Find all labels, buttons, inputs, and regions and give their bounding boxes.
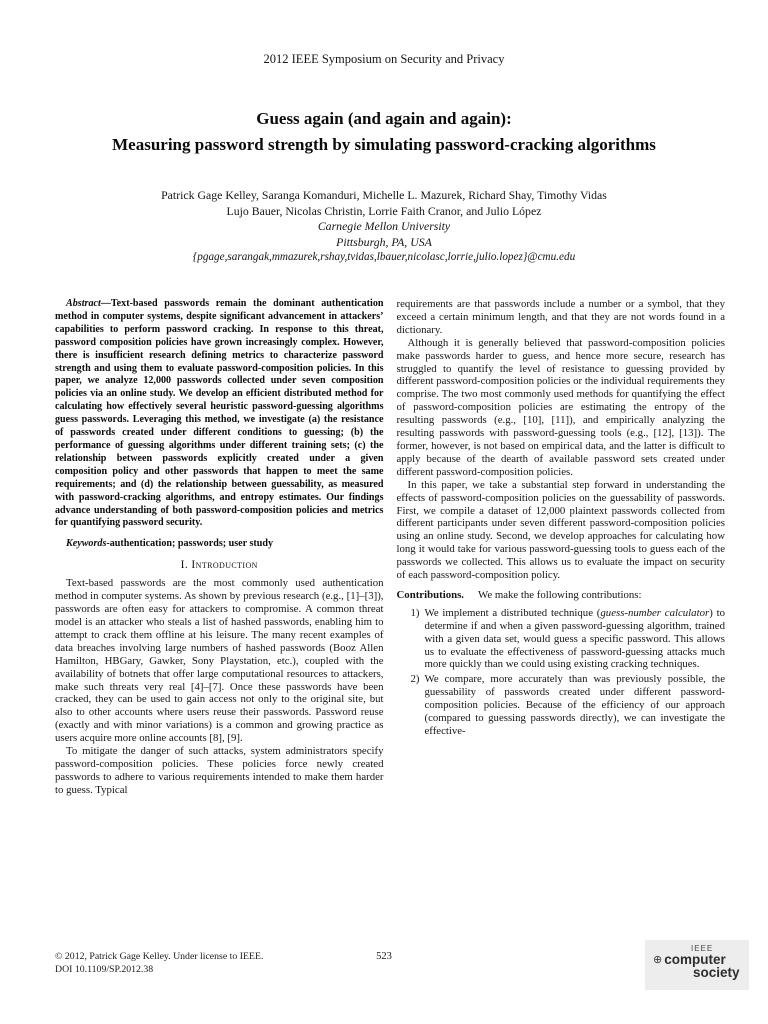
two-column-body xyxy=(55,298,725,948)
list-item-text-italic: guess-number calculator xyxy=(600,606,710,619)
conference-header: 2012 IEEE Symposium on Security and Privacy xyxy=(263,52,505,66)
list-item-text xyxy=(425,673,726,738)
contributions-intro: We make the following contributions: xyxy=(478,588,642,601)
right-column xyxy=(397,298,726,948)
contributions-lead xyxy=(397,589,726,602)
affiliation: Carnegie Mellon University xyxy=(317,219,451,233)
author-emails: {pgage,sarangak,mmazurek,rshay,tvidas,lbauer,nicolasc,lorrie,julio.lopez}@cmu.edu xyxy=(192,251,576,263)
right-paragraph-2: Although it is generally believed that password-composition policies make passwords harder to guess, and hence more secure, research has struggled to quantify the level of resistance to guessing provided by different password-composition policies or the individual requirements they comprise. The two most commonly used methods for quantifying the effect of password-composition policies are estimating the entropy of the resulting passwords (e.g., [10], [11]), and empirically analyzing the resulting passwords with password-guessing tools (e.g., [12], [13]). The former, however, is not based on empirical data, and the latter is difficult to apply because of the dearth of available password sets created under different password-composition policies. xyxy=(396,336,725,478)
page-number: 523 xyxy=(376,951,392,962)
keywords-label: Keywords xyxy=(66,538,107,550)
keywords-line xyxy=(55,538,384,549)
logo-computer-text: computer xyxy=(664,952,726,967)
ieee-wordmark: IEEE xyxy=(691,944,714,953)
abstract-paragraph xyxy=(55,298,384,530)
list-item-text-post: ) to determine if and when a given password-guessing algorithm, trained with a given data set, would guess a specific password. This allows us to evaluate the effectiveness of password-guessing attacks much more quickly than we could using existing cracking techniques. xyxy=(424,606,725,671)
ieee-cs-globe-icon: ⊕ xyxy=(653,954,663,966)
contributions-label: Contributions. xyxy=(396,588,464,601)
authors-line-1: Patrick Gage Kelley, Saranga Komanduri, Michelle L. Mazurek, Richard Shay, Timothy Vidas xyxy=(161,188,607,202)
keywords-text: -authentication; passwords; user study xyxy=(106,538,274,550)
contributions-list xyxy=(397,607,726,738)
left-column xyxy=(55,298,384,948)
title-line-2: Measuring password strength by simulating password-cracking algorithms xyxy=(112,135,656,154)
ieee-computer-society-logo xyxy=(645,940,749,990)
list-item xyxy=(397,607,726,672)
right-paragraph-3: In this paper, we take a substantial step forward in understanding the effects of password-composition policies on the guessability of passwords. First, we compile a dataset of 12,000 plaintext passwords collected from different participants under seven different password-composition policies using an online study. Second, we develop approaches for calculating how long it would take for various password-guessing tools to guess each of the passwords we collected. This allows us to evaluate the impact on security of each password-composition policy. xyxy=(396,478,725,582)
title-line-1: Guess again (and again and again): xyxy=(256,109,512,128)
list-item-text-post: We compare, more accurately than was previously possible, the guessability of passwords created under different password-composition policies. Because of the efficiency of our approach (compared to guessing passwords directly), we can investigate the effective- xyxy=(424,673,725,737)
doi-line: DOI 10.1109/SP.2012.38 xyxy=(55,964,154,975)
list-item xyxy=(397,673,726,738)
copyright-line: © 2012, Patrick Gage Kelley. Under license to IEEE. xyxy=(55,951,264,962)
list-item-number: 1) xyxy=(410,606,420,619)
abstract-label: Abstract xyxy=(66,298,101,309)
list-item-number: 2) xyxy=(410,673,420,686)
section-heading-introduction: I. Introduction xyxy=(180,559,258,572)
logo-society-text: society xyxy=(693,965,740,980)
right-paragraph-1: requirements are that passwords include a number or a symbol, that they exceed a certain minimum length, and that they are not words found in a dictionary. xyxy=(396,298,725,336)
author-block xyxy=(60,188,708,266)
intro-paragraph-1: Text-based passwords are the most commonly used authentication method in computer systems. As shown by previous research (e.g., [1]–[3]), passwords are often easy for attackers to compromise. A common threat model is an attacker who steals a list of hashed passwords, enabling him to attempt to crack them offline at his leisure. The many recent examples of data breaches involving large numbers of hashed passwords (Booz Allen Hamilton, HBGary, Gawker, Sony Playstation, etc.), coupled with the availability of botnets that offer large computational resources to attackers, make such threats very real [4]–[7]. Once these passwords have been cracked, they can be used to gain access not only to the original site, but also to other accounts where users reuse their passwords. Password reuse (exactly and with minor variations) is a common and growing practice as users acquire more online accounts [8], [9]. xyxy=(55,577,384,745)
paper-title xyxy=(40,106,728,158)
list-item-text-pre: We implement a distributed technique ( xyxy=(424,606,601,619)
list-item-text xyxy=(425,607,726,672)
affiliation-location: Pittsburgh, PA, USA xyxy=(336,234,432,249)
abstract-text: —Text-based passwords remain the dominant authentication method in computer systems, despite significant advancement in attackers’ capabilities to perform password cracking. In response to this threat, password composition policies have grown increasingly complex. However, there is insufficient research defining metrics to characterize password strength and using them to evaluate password-composition policies. In this paper, we analyze 12,000 passwords collected under seven composition policies via an online study. We develop an efficient distributed method for calculating how effectively several heuristic password-guessing algorithms guess passwords. Leveraging this method, we investigate (a) the resistance of passwords created under different conditions to guessing; (b) the performance of guessing algorithms under different training sets; (c) the relationship between passwords explicitly created under a given composition policy and other passwords that happen to meet the same requirements; and (d) the relationship between guessability, as measured with password-cracking algorithms, and entropy estimates. Our findings advance understanding of both password-composition policies and metrics for quantifying password security. xyxy=(55,298,384,529)
authors-line-2: Lujo Bauer, Nicolas Christin, Lorrie Faith Cranor, and Julio López xyxy=(226,203,542,218)
intro-paragraph-2: To mitigate the danger of such attacks, system administrators specify password-composition policies. These policies force newly created passwords to adhere to various requirements intended to make them harder to guess. Typical xyxy=(55,745,384,796)
